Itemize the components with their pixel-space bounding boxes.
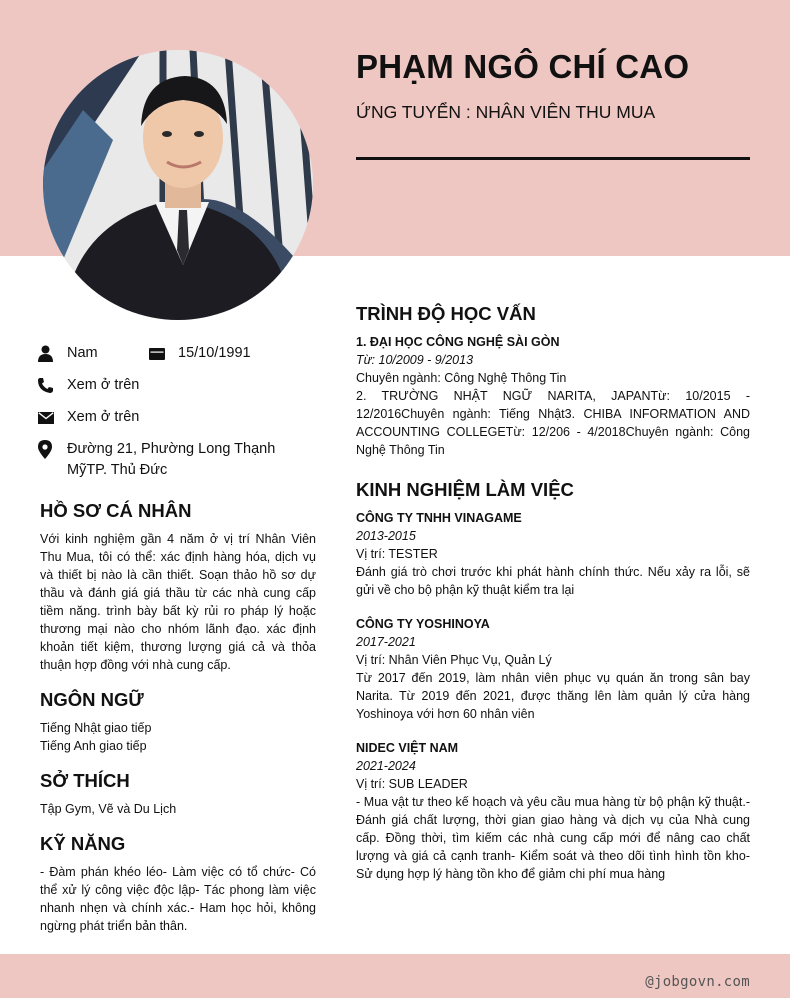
job-period: 2017-2021 bbox=[356, 635, 416, 649]
job-entry bbox=[356, 739, 750, 883]
languages-section bbox=[40, 689, 316, 755]
skills-title: KỸ NĂNG bbox=[40, 833, 126, 854]
contact-row-personal bbox=[38, 343, 328, 364]
contact-row-address bbox=[38, 439, 328, 481]
hobbies-section bbox=[40, 770, 316, 818]
gender-value: Nam bbox=[67, 345, 98, 361]
job-role: Vị trí: TESTER bbox=[356, 547, 438, 561]
title-divider bbox=[356, 157, 750, 160]
skills-section bbox=[40, 833, 316, 935]
contact-row-phone bbox=[38, 375, 328, 396]
job-period: 2021-2024 bbox=[356, 759, 416, 773]
experience-section bbox=[356, 479, 750, 899]
profile-photo-illustration bbox=[43, 50, 313, 320]
phone-icon bbox=[38, 375, 56, 396]
job-company: CÔNG TY TNHH VINAGAME bbox=[356, 511, 522, 525]
job-description: - Mua vật tư theo kế hoạch và yêu cầu mua hàng từ bộ phận kỹ thuật.- Đánh giá chất lượng, thời gian giao hàng và dịch vụ của Nhà cung cấp. Đồng thời, tìm kiếm các nhà cung cấp mới để nâng cao chất lượng và giá cả cạnh tranh- Kiểm soát và theo dõi tình hình tồn kho- Sử dụng hợp lý hàng tồn kho để giảm chi phí mua hàng bbox=[356, 795, 750, 881]
profile-text: Với kinh nghiệm gần 4 năm ở vị trí Nhân Viên Thu Mua, tôi có thể: xác định hàng hóa, dịch vụ và thiết bị nào là cần thiết. Soạn thảo hồ sơ dự thầu và đánh giá giá thầu từ các nhà cung cấp tiềm năng. trình bày bất kỳ rủi ro pháp lý hoặc thương mại nào cho nhóm lãnh đạo. xác định khoản tiết kiệm, thương lượng giá cả và thỏa thuận hợp đồng với nhà cung cấp. bbox=[40, 532, 316, 672]
calendar-icon bbox=[149, 343, 167, 364]
education-major: Chuyên ngành: Công Nghệ Thông Tin bbox=[356, 371, 567, 385]
job-role: Vị trí: Nhân Viên Phục Vụ, Quản Lý bbox=[356, 653, 552, 667]
watermark: @jobgovn.com bbox=[645, 974, 750, 990]
email-value: Xem ở trên bbox=[67, 409, 140, 425]
job-description: Từ 2017 đến 2019, làm nhân viên phục vụ quán ăn trong sân bay Narita. Từ 2019 đến 2021, được thăng lên làm quản lý cửa hàng Yoshinoya với hơn 60 nhân viên bbox=[356, 671, 750, 721]
profile-title: HỒ SƠ CÁ NHÂN bbox=[40, 500, 192, 521]
job-period: 2013-2015 bbox=[356, 529, 416, 543]
phone-value: Xem ở trên bbox=[67, 377, 140, 393]
birthdate-value: 15/10/1991 bbox=[178, 345, 251, 361]
address-value: Đường 21, Phường Long Thạnh MỹTP. Thủ Đức bbox=[67, 441, 276, 478]
mail-icon bbox=[38, 407, 56, 428]
job-role: Vị trí: SUB LEADER bbox=[356, 777, 468, 791]
experience-title: KINH NGHIỆM LÀM VIỆC bbox=[356, 479, 574, 500]
candidate-name: PHẠM NGÔ CHÍ CAO bbox=[356, 48, 690, 85]
applied-position: ỨNG TUYỂN : NHÂN VIÊN THU MUA bbox=[356, 102, 656, 122]
hobbies-text: Tập Gym, Vẽ và Du Lịch bbox=[40, 802, 177, 816]
job-description: Đánh giá trò chơi trước khi phát hành chính thức. Nếu xảy ra lỗi, sẽ gửi về cho bộ phận kỹ thuật kiểm tra lại bbox=[356, 565, 750, 597]
profile-photo bbox=[43, 50, 313, 320]
education-school: 1. ĐẠI HỌC CÔNG NGHỆ SÀI GÒN bbox=[356, 335, 560, 349]
job-entry bbox=[356, 615, 750, 723]
profile-section bbox=[40, 500, 316, 674]
languages-title: NGÔN NGỮ bbox=[40, 689, 144, 710]
education-more: 2. TRƯỜNG NHẬT NGỮ NARITA, JAPANTừ: 10/2015 - 12/2016Chuyên ngành: Tiếng Nhật3. CHIBA INFORMATION AND ACCOUNTING COLLEGETừ: 12/206 - 4/2018Chuyên ngành: Công Nghệ Thông Tin bbox=[356, 389, 750, 457]
job-company: CÔNG TY YOSHINOYA bbox=[356, 617, 490, 631]
language-item: Tiếng Nhật giao tiếp bbox=[40, 721, 152, 735]
hobbies-title: SỞ THÍCH bbox=[40, 770, 130, 791]
education-section bbox=[356, 303, 750, 459]
education-title: TRÌNH ĐỘ HỌC VẤN bbox=[356, 303, 536, 324]
job-entry bbox=[356, 509, 750, 599]
skills-text: - Đàm phán khéo léo- Làm việc có tổ chức- Có thể xử lý công việc độc lập- Tác phong làm việc nhanh nhẹn và chính xác.- Ham học hỏi, không ngừng phát triển bản thân. bbox=[40, 865, 316, 933]
contact-row-email bbox=[38, 407, 328, 428]
location-pin-icon bbox=[38, 439, 56, 460]
education-period: Từ: 10/2009 - 9/2013 bbox=[356, 353, 474, 367]
contact-info bbox=[38, 343, 328, 492]
person-icon bbox=[38, 343, 56, 364]
job-company: NIDEC VIỆT NAM bbox=[356, 741, 459, 755]
language-item: Tiếng Anh giao tiếp bbox=[40, 739, 147, 753]
